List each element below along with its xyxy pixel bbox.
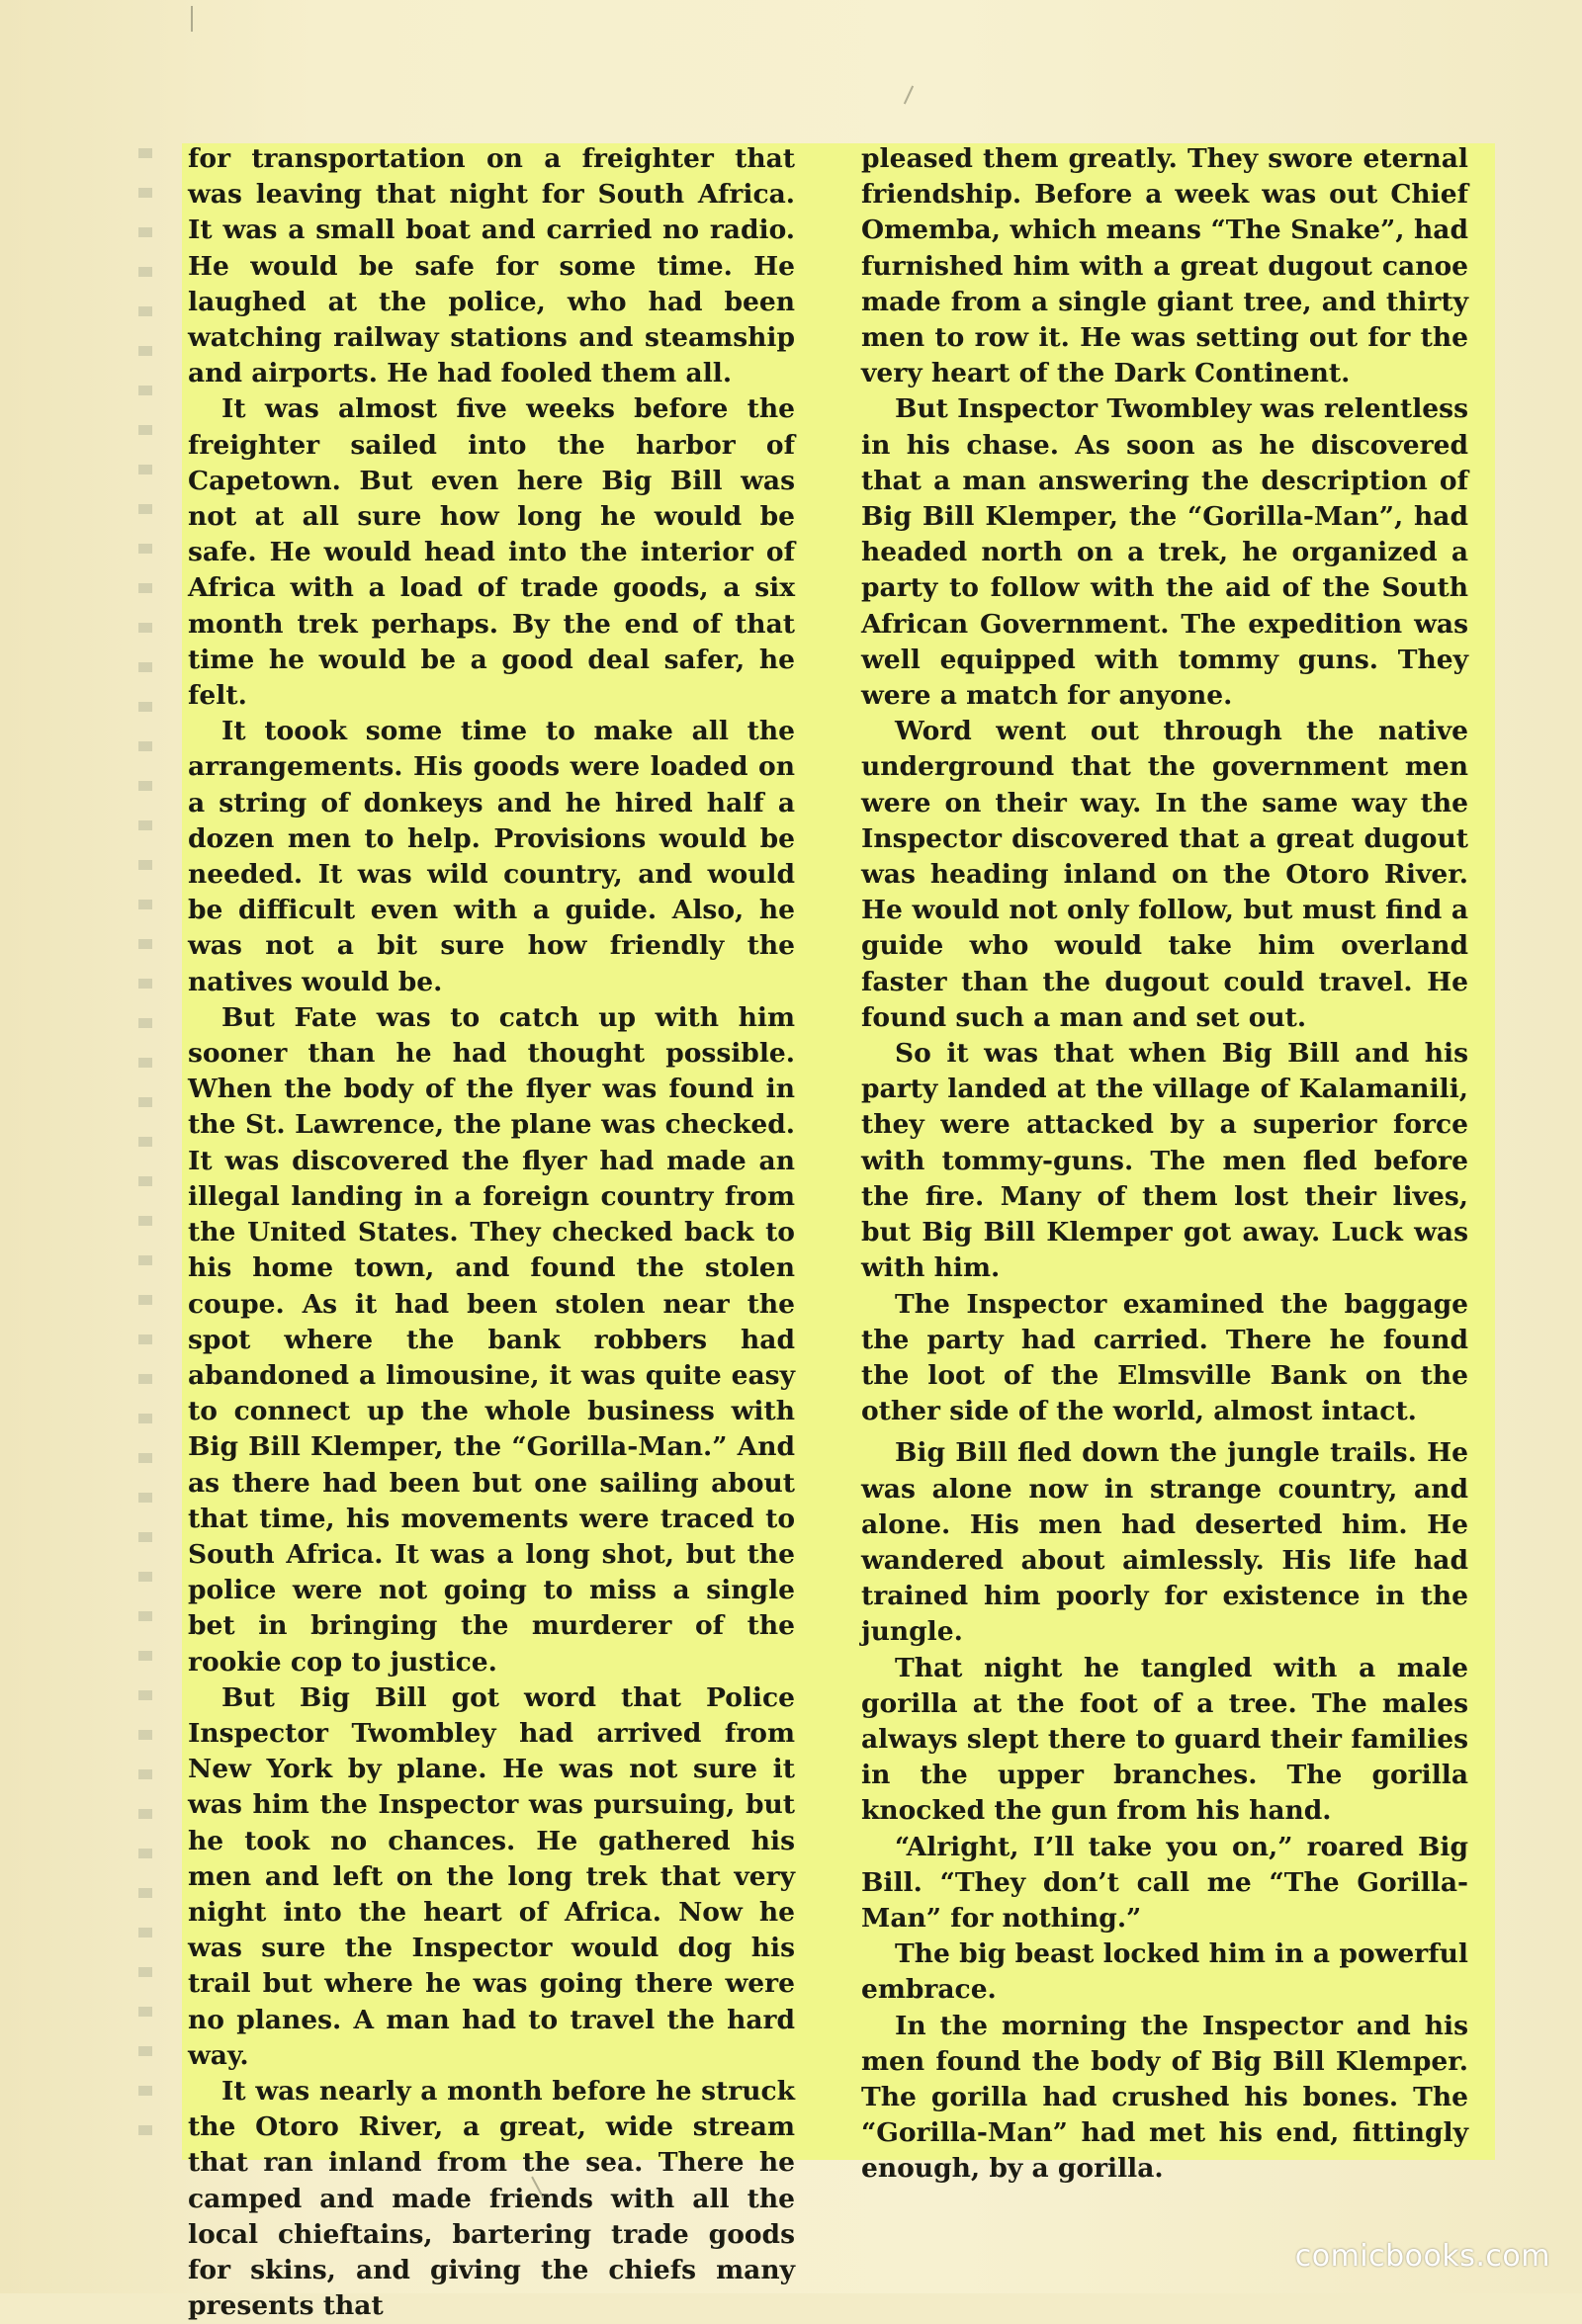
paragraph: So it was that when Big Bill and his party landed at the village of Kalamanili, they were attacked by a superior force with tommy-guns. The men fled before the fire. Many of them lost their lives, but Big Bill Klemper got away. Luck was with him. — [861, 1038, 1468, 1284]
paragraph: But Inspector Twombley was relentless in his chase. As soon as he discovered that a man answering the description of Big Bill Klemper, the “Gorilla-Man”, had headed north on a trek, he organized a party to follow with the aid of the South African Government. The expedition was well equipped with tommy guns. They were a match for anyone. — [861, 393, 1468, 712]
paragraph: It was almost five weeks before the freighter sailed into the harbor of Capetown. But even here Big Bill was not at all sure how long he would be safe. He would head into the interior of Africa with a load of trade goods, a six month trek perhaps. By the end of that time he would be a good deal safer, he felt. — [188, 393, 795, 712]
paragraph: The big beast locked him in a powerful embrace. — [861, 1938, 1468, 2006]
paragraph: But Big Bill got word that Police Inspector Twombley had arrived from New York by plane. He was not sure it was him the Inspector was pursuing, but he took no chances. He gathered his men and left on the long trek that very night into the heart of Africa. Now he was sure the Inspector would dog his trail but where he was going there were no planes. A man had to travel the hard way. — [188, 1681, 795, 2071]
paragraph: The Inspector examined the baggage the party had carried. There he found the loot of the Elmsville Bank on the other side of the world, almost intact. — [861, 1288, 1468, 1427]
scratch-mark — [191, 6, 193, 32]
paragraph: “Alright, I’ll take you on,” roared Big Bill. “They don’t call me “The Gorilla-Man” for nothing.” — [861, 1831, 1468, 1934]
paragraph: Word went out through the native underground that the government men were on their way. In the same way the Inspector discovered that a great dugout was heading inland on the Otoro River. He would not only follow, but must find a guide who would take him overland faster than the dugout could travel. He found such a man and set out. — [861, 716, 1468, 1033]
paragraph: It was nearly a month before he struck the Otoro River, a great, wide stream that ran inland from the sea. There he camped and made friends with all the local chieftains, bartering trade goods for skins, and giving the chiefs many presents that — [188, 2075, 795, 2322]
paragraph: But Fate was to catch up with him sooner than he had thought possible. When the body of the flyer was found in the St. Lawrence, the plane was checked. It was discovered the flyer had made an illegal landing in a foreign country from the United States. They checked back to his home town, and found the stolen coupe. As it had been stolen near the spot where the bank robbers had abandoned a limousine, it was quite easy to connect up the whole business with Big Bill Klemper, the “Gorilla-Man.” And as there had been but one sailing about that time, his movements were traced to South Africa. It was a long shot, but the police were not going to miss a single bet in bringing the murderer of the rookie cop to justice. — [188, 1001, 795, 1678]
paragraph: In the morning the Inspector and his men found the body of Big Bill Klemper. The gorilla had crushed his bones. The “Gorilla-Man” had met his end, fittingly enough, by a gorilla. — [861, 2010, 1468, 2185]
site-watermark: comicbooks.com — [1294, 2239, 1550, 2274]
paragraph: That night he tangled with a male gorilla at the foot of a tree. The males always slept there to guard their families in the upper branches. The gorilla knocked the gun from his hand. — [861, 1652, 1468, 1827]
text-column-right — [861, 141, 1468, 2188]
paragraph: for transportation on a freighter that was leaving that night for South Africa. It was a small boat and carried no radio. He would be safe for some time. He laughed at the police, who had been watching railway stations and steamship and airports. He had fooled them all. — [188, 143, 795, 389]
text-column-left — [188, 141, 795, 2324]
paragraph: Big Bill fled down the jungle trails. He was alone now in strange country, and alone. His men had deserted him. He wandered about aimlessly. His life had trained him poorly for existence in the jungle. — [861, 1437, 1468, 1648]
paragraph: pleased them greatly. They swore eternal friendship. Before a week was out Chief Omemba, which means “The Snake”, had furnished him with a great dugout canoe made from a single giant tree, and thirty men to row it. He was setting out for the very heart of the Dark Continent. — [861, 143, 1468, 389]
binding-edge — [138, 148, 152, 2135]
paragraph: It toook some time to make all the arrangements. His goods were loaded on a string of donkeys and he hired half a dozen men to help. Provisions would be needed. It was wild country, and would be difficult even with a guide. Also, he was not a bit sure how friendly the natives would be. — [188, 716, 795, 997]
